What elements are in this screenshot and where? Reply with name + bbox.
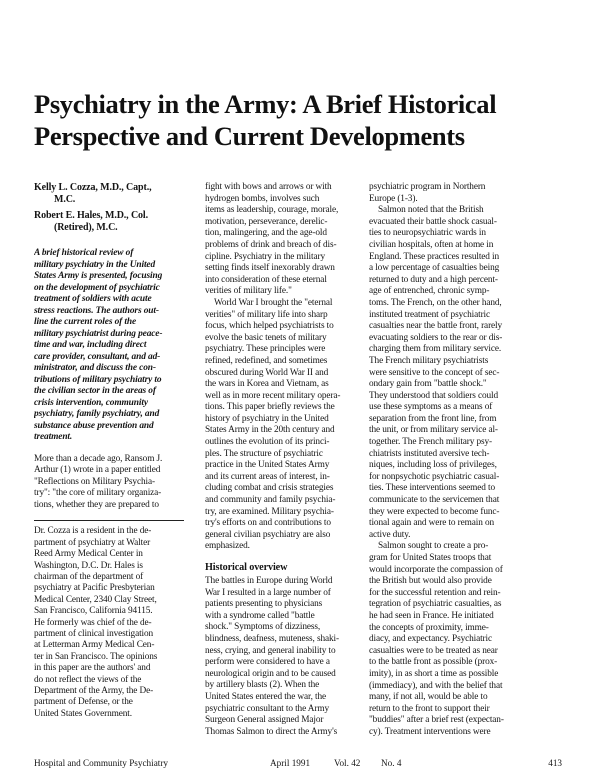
text-line: try's efforts on and contributions to [205, 518, 331, 529]
text-line: tions, whether they are prepared to [34, 499, 159, 510]
text-line: niques, including loss of privileges, [369, 460, 497, 471]
text-line: focus, which helped psychiatrists to [205, 321, 334, 332]
text-line: evacuating soldiers to the rear or dis- [369, 332, 503, 343]
text-line: by artillery blasts (2). When the [205, 680, 320, 691]
author-note [34, 526, 192, 720]
author-rank: M.C. [54, 194, 76, 205]
text-line: were sensitive to the concept of sec- [369, 367, 500, 378]
text-line: partment of clinical investigation [34, 628, 154, 639]
text-line: The battles in Europe during World [205, 576, 333, 586]
text-line: substance abuse prevention and [34, 420, 154, 431]
text-line: Salmon noted that the British [378, 205, 484, 216]
text-line: many, if not all, would be able to [369, 692, 488, 703]
text-line: the wars in Korea and Vietnam, as [205, 379, 329, 390]
text-line: verities" of military life into sharp [205, 309, 328, 320]
text-line: tion, malingering, and the age-old [205, 228, 327, 239]
text-line: (immediacy), and with the belief that [369, 680, 503, 691]
text-line: States Army is presented, focusing [34, 271, 163, 281]
text-line: outlines the evolution of its princi- [205, 437, 330, 448]
text-line: England. These practices resulted in [369, 251, 500, 262]
text-line: in this paper are the authors' and [34, 663, 151, 674]
text-line: instituted treatment of psychiatric [369, 309, 491, 320]
text-line: Reed Army Medical Center in [34, 549, 143, 560]
text-line: States Army in the 20th century and [205, 425, 335, 436]
text-line: stress reactions. The authors out- [34, 305, 159, 316]
paragraph [369, 541, 520, 738]
paragraph [205, 298, 356, 553]
text-line: chairman of the department of [34, 572, 144, 583]
text-line: blindness, deafness, muteness, shaki- [205, 633, 339, 644]
text-line: fight with bows and arrows or with [205, 182, 332, 192]
journal-name: Hospital and Community Psychiatry [34, 758, 168, 768]
text-line: they were expected to become func- [369, 506, 500, 517]
column-right [369, 182, 520, 739]
column-left [34, 182, 192, 720]
text-line: ministrator, and discuss the con- [34, 363, 156, 373]
text-line: diacy, and expectancy. Psychiatric [369, 634, 493, 645]
text-line: try": "the core of military organiza- [34, 488, 162, 499]
text-line: line the current roles of the [34, 317, 136, 327]
text-line: and community and family psychia- [205, 495, 336, 506]
author-name: Robert E. Hales, M.D., Col. [34, 210, 148, 221]
text-line: Department of the Army, the De- [34, 685, 154, 696]
text-line: into consideration of these eternal [205, 274, 327, 285]
text-line: emphasized. [205, 541, 250, 552]
text-line: ondary gain from "battle shock." [369, 379, 487, 390]
text-line: military psychiatrist during peace- [34, 328, 163, 339]
paragraph [205, 576, 356, 738]
text-line: try, are examined. Military psychia- [205, 506, 334, 517]
text-line: ties. These interventions seemed to [369, 483, 496, 494]
text-line: patients presenting to physicians [205, 599, 323, 610]
text-line: tegration of psychiatric casualties, as [369, 599, 502, 610]
text-line: Dr. Cozza is a resident in the de- [34, 526, 152, 537]
text-line: Salmon sought to create a pro- [378, 541, 489, 552]
text-line: Surgeon General assigned Major [205, 715, 324, 726]
text-line: gram for United States troops that [369, 553, 492, 563]
text-line: the unit, or from military service al- [369, 425, 498, 436]
text-line: Thomas Salmon to direct the Army's [205, 726, 338, 737]
text-line: return to the front to support their [369, 703, 490, 714]
column-middle [205, 182, 356, 738]
text-line: use these symptoms as a means of [369, 402, 493, 413]
text-line: Washington, D.C. Dr. Hales is [34, 560, 143, 571]
text-line: problems of drink and breach of dis- [205, 239, 337, 250]
text-line: general civilian psychiatry are also [205, 529, 331, 540]
text-line: well as in more recent military opera- [205, 390, 341, 401]
article-title [34, 88, 574, 152]
page-footer [34, 757, 562, 769]
text-line: shock." Symptoms of dizziness, [205, 622, 321, 633]
text-line: "buddies" after a brief rest (expectan- [369, 715, 504, 726]
section-heading: Historical overview [205, 562, 288, 573]
text-line: psychiatric program in Northern [369, 182, 486, 192]
text-line: at Letterman Army Medical Cen- [34, 640, 155, 651]
text-line: active duty. [369, 529, 411, 540]
text-line: San Francisco, California 94115. [34, 606, 153, 617]
text-line: to the battle front as possible (prox- [369, 657, 498, 668]
text-line: ples. The structure of psychiatric [205, 448, 323, 459]
text-line: hydrogen bombs, involves such [205, 193, 320, 204]
issue-number: No. 4 [381, 758, 402, 768]
text-line: care provider, consultant, and ad- [34, 351, 161, 362]
intro-paragraph [34, 454, 192, 512]
text-line: Arthur (1) wrote in a paper entitled [34, 465, 161, 476]
text-line: and its current areas of interest, in- [205, 471, 330, 482]
text-line: communicate to the servicemen that [369, 495, 500, 506]
text-line: partment of psychiatry at Walter [34, 537, 151, 548]
text-line: age of entrenched, chronic symp- [369, 286, 490, 297]
text-line: Medical Center, 2340 Clay Street, [34, 594, 157, 605]
text-line: He formerly was chief of the de- [34, 617, 152, 628]
abstract [34, 248, 192, 444]
text-line: the civilian sector in the areas of [34, 386, 156, 396]
text-line: the British but would also provide [369, 576, 492, 587]
text-line: practice in the United States Army [205, 460, 330, 471]
text-line: psychiatry at Pacific Presbyterian [34, 583, 155, 594]
text-line: psychiatry, family psychiatry, and [34, 409, 160, 419]
text-line: do not reflect the views of the [34, 674, 142, 685]
footnote-divider [34, 520, 184, 521]
text-line: ties to neuropsychiatric wards in [369, 228, 486, 239]
text-line: a low percentage of casualties being [369, 263, 500, 274]
text-line: for the successful retention and rein- [369, 587, 501, 598]
text-line: verities of military life." [205, 286, 292, 297]
text-line: separation from the front line, from [369, 413, 497, 424]
text-line: World War I brought the "eternal [214, 297, 333, 308]
text-line: They understood that soldiers could [369, 390, 499, 401]
text-line: treatment. [34, 432, 73, 442]
text-line: United States entered the war, the [205, 691, 327, 702]
text-line: The French military psychiatrists [369, 355, 489, 366]
text-line: on the development of psychiatric [34, 282, 160, 293]
text-line: More than a decade ago, Ransom J. [34, 453, 163, 464]
page-number: 413 [548, 758, 562, 768]
text-line: psychiatric consultant to the Army [205, 703, 329, 714]
text-line: obscured during World War II and [205, 367, 329, 378]
text-line: setting finds itself inexorably drawn [205, 263, 335, 274]
issue-date: April 1991 [270, 758, 311, 768]
text-line: crisis intervention, community [34, 397, 148, 408]
text-line: items as leadership, courage, morale, [205, 205, 339, 216]
text-line: casualties near the battle front, rarely [369, 321, 503, 332]
text-line: cluding combat and crisis strategies [205, 483, 334, 494]
paragraph [369, 205, 520, 541]
text-line: tributions of military psychiatry to [34, 374, 162, 385]
text-line: perform were considered to have a [205, 657, 330, 668]
volume-number: Vol. 42 [334, 758, 361, 768]
text-line: refined, redefined, and sometimes [205, 355, 328, 366]
paragraph [205, 182, 356, 298]
author-byline [34, 182, 192, 234]
text-line: neurological origin and to be caused [205, 668, 336, 679]
text-line: motivation, perseverance, derelic- [205, 216, 328, 227]
text-line: A brief historical review of [34, 248, 134, 258]
text-line: the concepts of proximity, imme- [369, 622, 489, 633]
text-line: imity), in as short a time as possible [369, 668, 499, 679]
paragraph [369, 182, 520, 205]
text-line: casualties were to be treated as near [369, 645, 498, 656]
text-line: with a syndrome called "battle [205, 610, 315, 621]
text-line: "Reflections on Military Psychia- [34, 476, 155, 487]
text-line: War I resulted in a large number of [205, 587, 331, 598]
text-line: ter in San Francisco. The opinions [34, 651, 158, 662]
author-name: Kelly L. Cozza, M.D., Capt., [34, 182, 152, 193]
text-line: chiatrists instituted aversive tech- [369, 448, 490, 459]
text-line: Europe (1-3). [369, 193, 418, 204]
text-line: tional again and were to remain on [369, 518, 494, 529]
text-line: he had seen in France. He initiated [369, 610, 494, 621]
text-line: returned to duty and a high percent- [369, 274, 498, 285]
text-line: time and war, including direct [34, 340, 147, 350]
title-line: Psychiatry in the Army: A Brief Historical [34, 89, 497, 119]
text-line: evolve the basic tenets of military [205, 332, 327, 343]
text-line: military psychiatry in the United [34, 259, 156, 270]
text-line: would incorporate the compassion of [369, 564, 503, 575]
text-line: tions. This paper briefly reviews the [205, 402, 335, 413]
text-line: evacuated their battle shock casual- [369, 216, 497, 227]
text-line: for nonpsychotic psychiatric casual- [369, 471, 500, 482]
text-line: treatment of soldiers with acute [34, 294, 152, 304]
author-rank: (Retired), M.C. [54, 222, 118, 233]
text-line: partment of Defense, or the [34, 697, 133, 708]
text-line: together. The French military psy- [369, 437, 493, 448]
text-line: ness, crying, and general inability to [205, 645, 336, 656]
text-line: toms. The French, on the other hand, [369, 297, 502, 308]
text-line: psychiatry. These principles were [205, 344, 326, 355]
text-line: cipline. Psychiatry in the military [205, 251, 325, 262]
text-line: history of psychiatry in the United [205, 413, 329, 424]
title-line: Perspective and Current Developments [34, 121, 465, 151]
text-line: United States Government. [34, 708, 132, 719]
text-line: cy). Treatment interventions were [369, 726, 491, 737]
text-line: charging them from military service. [369, 344, 502, 355]
text-line: civilian hospitals, often at home in [369, 239, 494, 250]
